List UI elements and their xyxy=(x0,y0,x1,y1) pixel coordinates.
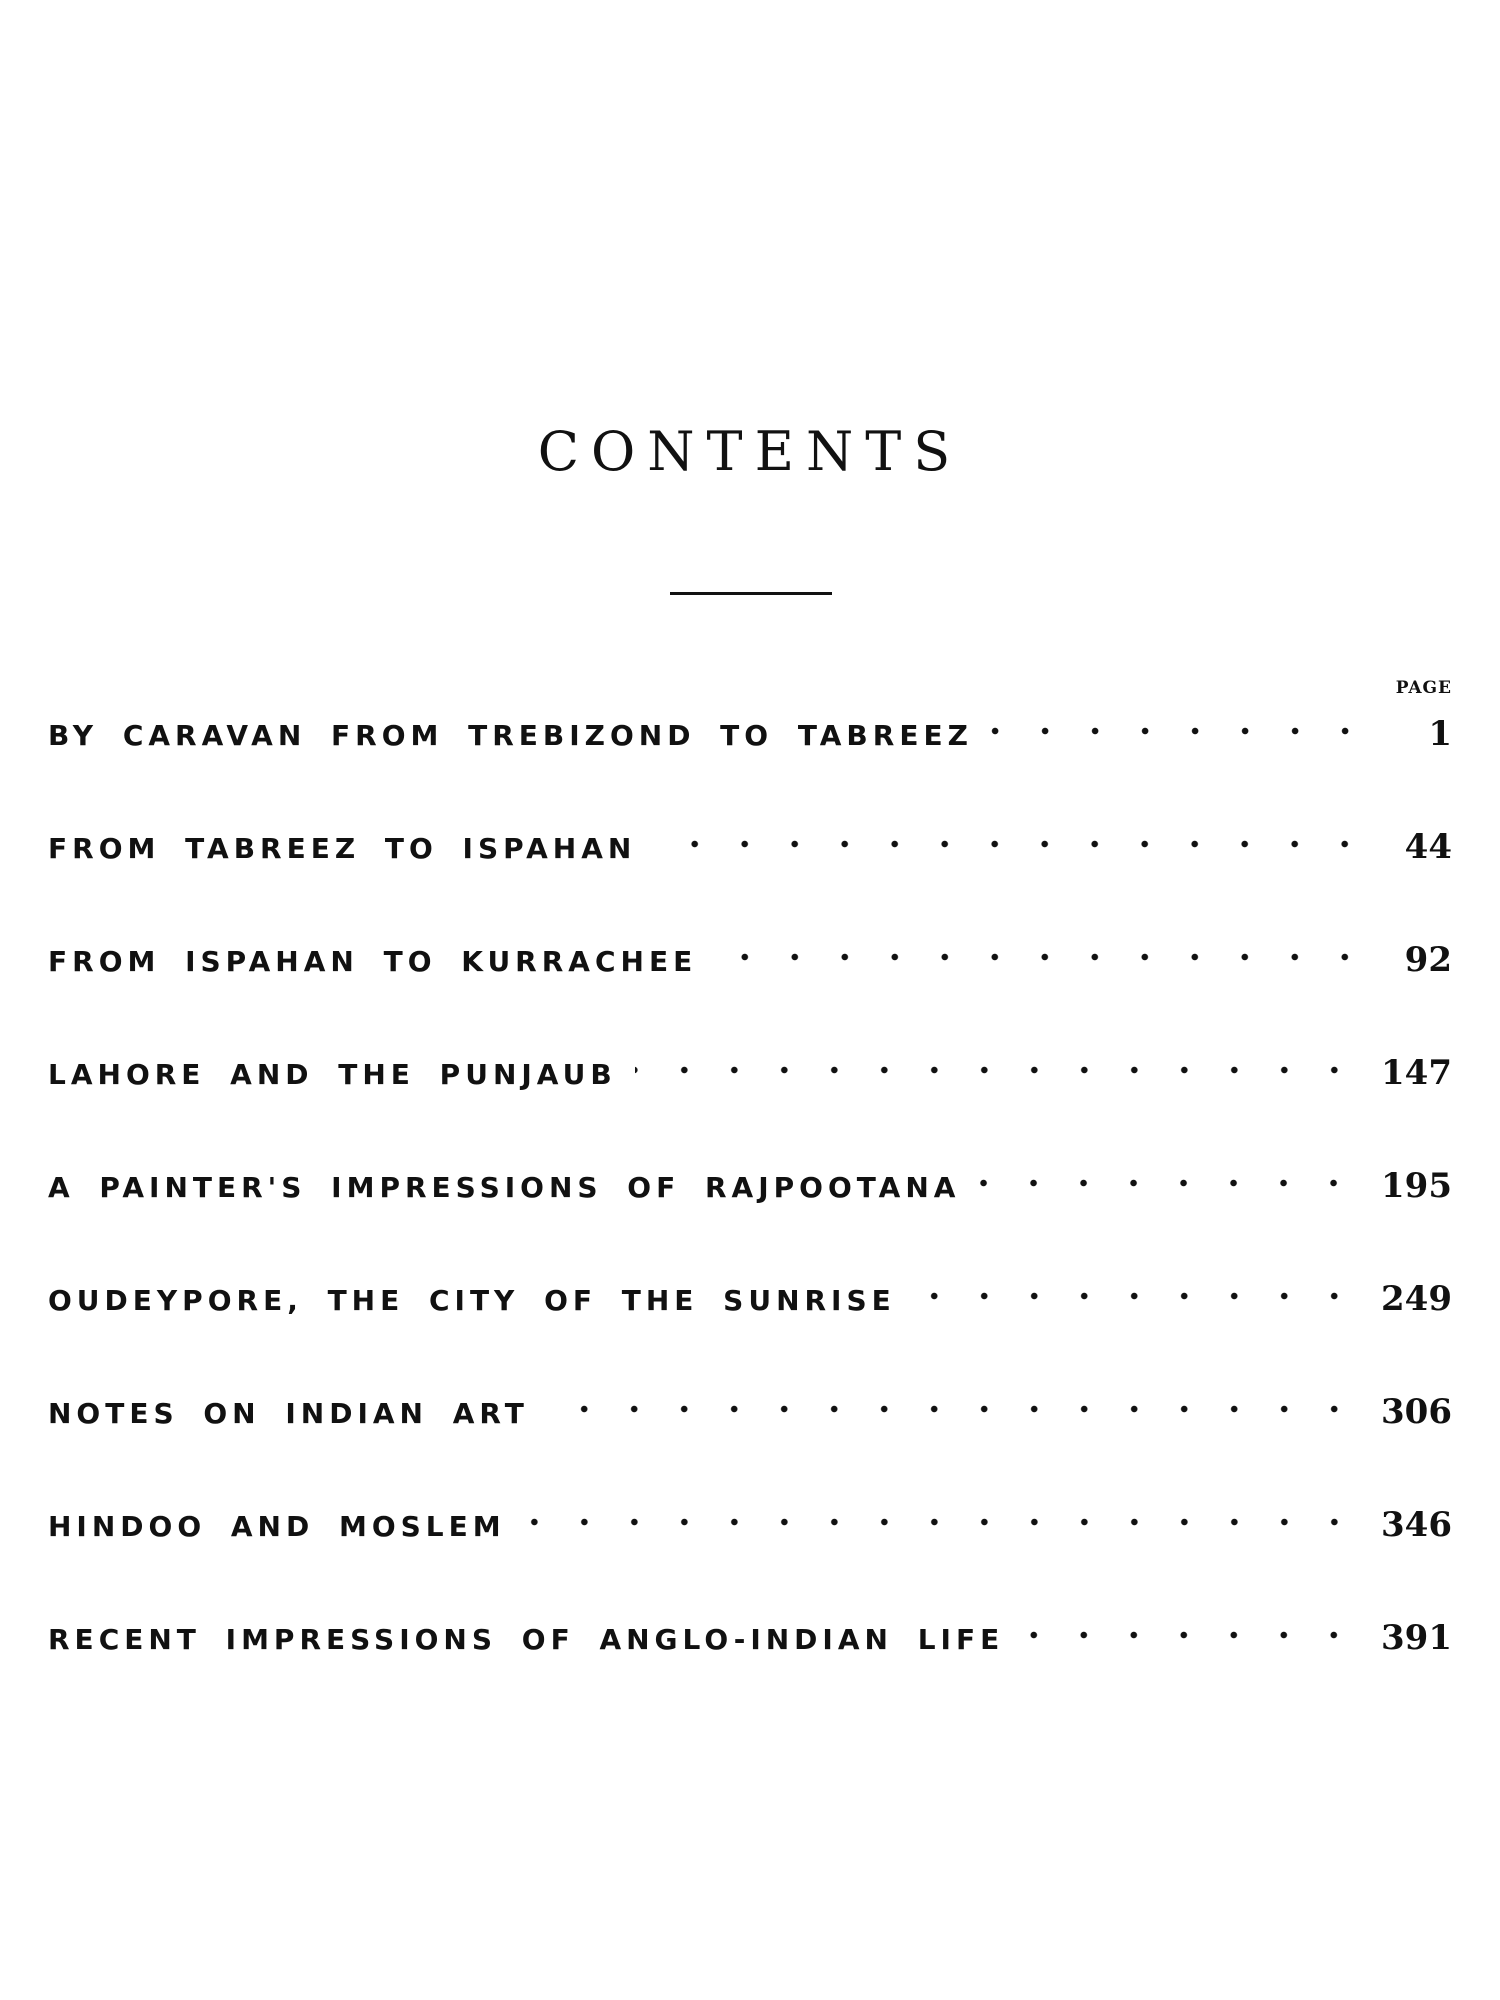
toc-entry[interactable] xyxy=(48,1053,1452,1166)
toc-entry-page: 391 xyxy=(1381,1618,1452,1658)
toc-entry-page: 195 xyxy=(1381,1166,1452,1206)
toc-entry[interactable] xyxy=(48,827,1452,940)
dot-leader xyxy=(635,1056,1359,1084)
dot-leader xyxy=(524,1508,1359,1536)
toc-entry-title: RECENT IMPRESSIONS OF ANGLO-INDIAN LIFE xyxy=(48,1623,1005,1656)
toc-entry-title: FROM ISPAHAN TO KURRACHEE xyxy=(48,945,698,978)
page-title: CONTENTS xyxy=(537,420,963,483)
toc-entry-title: FROM TABREEZ TO ISPAHAN xyxy=(48,832,637,865)
page-column-label: PAGE xyxy=(1395,678,1452,698)
dot-leader xyxy=(654,830,1370,858)
dot-leader xyxy=(991,717,1370,745)
toc-entry-title: LAHORE AND THE PUNJAUB xyxy=(48,1058,617,1091)
toc-entry-page: 147 xyxy=(1381,1053,1452,1093)
toc-entry-title: OUDEYPORE, THE CITY OF THE SUNRISE xyxy=(48,1284,896,1317)
toc-entry-title: HINDOO AND MOSLEM xyxy=(48,1510,506,1543)
toc-entry-title: NOTES ON INDIAN ART xyxy=(48,1397,529,1430)
toc-entry[interactable] xyxy=(48,1505,1452,1618)
toc-entry-page: 1 xyxy=(1428,714,1452,754)
table-of-contents xyxy=(48,714,1452,1731)
toc-entry-page: 306 xyxy=(1381,1392,1452,1432)
title-rule xyxy=(670,592,832,595)
dot-leader xyxy=(715,943,1370,971)
toc-entry-page: 249 xyxy=(1381,1279,1452,1319)
toc-entry[interactable] xyxy=(48,1392,1452,1505)
toc-entry-page: 92 xyxy=(1404,940,1452,980)
dot-leader xyxy=(547,1395,1359,1423)
toc-entry-title: A PAINTER'S IMPRESSIONS OF RAJPOOTANA xyxy=(48,1171,961,1204)
toc-entry-title: BY CARAVAN FROM TREBIZOND TO TABREEZ xyxy=(48,719,973,752)
toc-entry[interactable] xyxy=(48,714,1452,827)
toc-entry[interactable] xyxy=(48,940,1452,1053)
toc-entry[interactable] xyxy=(48,1279,1452,1392)
toc-entry[interactable] xyxy=(48,1618,1452,1731)
toc-entry[interactable] xyxy=(48,1166,1452,1279)
dot-leader xyxy=(914,1282,1359,1310)
dot-leader xyxy=(1022,1621,1359,1649)
dot-leader xyxy=(978,1169,1359,1197)
toc-entry-page: 44 xyxy=(1404,827,1452,867)
toc-entry-page: 346 xyxy=(1381,1505,1452,1545)
